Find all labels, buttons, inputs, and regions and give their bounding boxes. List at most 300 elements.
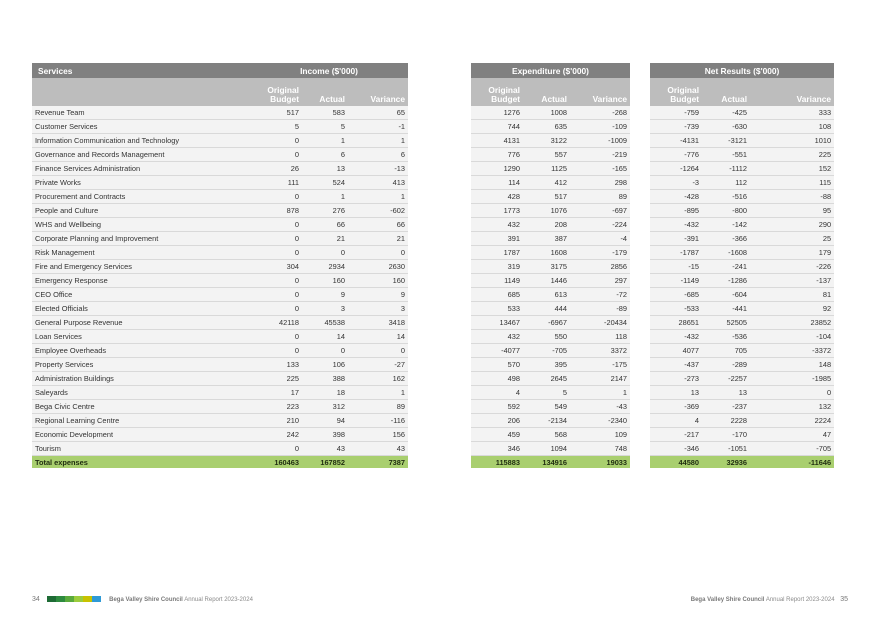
value-cell: 4077: [650, 344, 702, 358]
value-cell: -1286: [702, 274, 750, 288]
table-row: [32, 358, 834, 372]
report-title-left: Annual Report 2023-2024: [184, 597, 253, 603]
value-cell: 25: [750, 232, 834, 246]
value-cell: 66: [348, 218, 408, 232]
service-name-cell: Customer Services: [32, 120, 250, 134]
value-cell: 23852: [750, 316, 834, 330]
value-cell: -1264: [650, 162, 702, 176]
value-cell: -273: [650, 372, 702, 386]
service-name-cell: General Purpose Revenue: [32, 316, 250, 330]
value-cell: 570: [471, 358, 523, 372]
value-cell: 319: [471, 260, 523, 274]
value-cell: 304: [250, 260, 302, 274]
value-cell: 44580: [650, 456, 702, 469]
table-row: [32, 204, 834, 218]
value-cell: 1290: [471, 162, 523, 176]
value-cell: 9: [348, 288, 408, 302]
value-cell: -72: [570, 288, 630, 302]
value-cell: 705: [702, 344, 750, 358]
value-cell: 276: [302, 204, 348, 218]
expenditure-original-budget-header: Original Budget: [471, 78, 523, 106]
value-cell: 4: [471, 386, 523, 400]
value-cell: 517: [523, 190, 570, 204]
value-cell: 0: [348, 344, 408, 358]
value-cell: 428: [471, 190, 523, 204]
value-cell: 5: [250, 120, 302, 134]
service-name-cell: Revenue Team: [32, 106, 250, 120]
value-cell: 43: [348, 442, 408, 456]
service-name-cell: Tourism: [32, 442, 250, 456]
value-cell: 1: [348, 134, 408, 148]
value-cell: -217: [650, 428, 702, 442]
value-cell: -425: [702, 106, 750, 120]
value-cell: 346: [471, 442, 523, 456]
value-cell: -3: [650, 176, 702, 190]
value-cell: -1009: [570, 134, 630, 148]
sub-header-row: [32, 78, 834, 106]
value-cell: 134916: [523, 456, 570, 469]
income-variance-header: Variance: [348, 78, 408, 106]
table-row: [32, 218, 834, 232]
value-cell: -776: [650, 148, 702, 162]
value-cell: -88: [750, 190, 834, 204]
value-cell: 225: [250, 372, 302, 386]
value-cell: -369: [650, 400, 702, 414]
value-cell: 583: [302, 106, 348, 120]
value-cell: 28651: [650, 316, 702, 330]
value-cell: 498: [471, 372, 523, 386]
service-name-cell: Information Communication and Technology: [32, 134, 250, 148]
value-cell: -4: [570, 232, 630, 246]
service-name-cell: People and Culture: [32, 204, 250, 218]
value-cell: 111: [250, 176, 302, 190]
value-cell: 47: [750, 428, 834, 442]
value-cell: 388: [302, 372, 348, 386]
value-cell: 118: [570, 330, 630, 344]
value-cell: 592: [471, 400, 523, 414]
value-cell: 17: [250, 386, 302, 400]
value-cell: 14: [302, 330, 348, 344]
value-cell: -551: [702, 148, 750, 162]
value-cell: 1125: [523, 162, 570, 176]
brand-swatch: [74, 596, 83, 602]
value-cell: 312: [302, 400, 348, 414]
value-cell: -2340: [570, 414, 630, 428]
service-name-cell: Governance and Records Management: [32, 148, 250, 162]
value-cell: 1787: [471, 246, 523, 260]
value-cell: 517: [250, 106, 302, 120]
value-cell: -237: [702, 400, 750, 414]
table-row: [32, 176, 834, 190]
value-cell: -759: [650, 106, 702, 120]
value-cell: -1608: [702, 246, 750, 260]
value-cell: -428: [650, 190, 702, 204]
table-row: [32, 428, 834, 442]
value-cell: 179: [750, 246, 834, 260]
page-number-left: 34: [32, 596, 40, 603]
value-cell: 432: [471, 330, 523, 344]
value-cell: -15: [650, 260, 702, 274]
value-cell: 0: [750, 386, 834, 400]
value-cell: 43: [302, 442, 348, 456]
value-cell: 748: [570, 442, 630, 456]
value-cell: -175: [570, 358, 630, 372]
value-cell: 132: [750, 400, 834, 414]
value-cell: 557: [523, 148, 570, 162]
value-cell: -11646: [750, 456, 834, 469]
value-cell: 0: [250, 344, 302, 358]
group-header-row: [32, 63, 834, 78]
brand-swatch: [92, 596, 101, 602]
table-row: [32, 316, 834, 330]
value-cell: 1: [302, 190, 348, 204]
value-cell: 223: [250, 400, 302, 414]
value-cell: -116: [348, 414, 408, 428]
brand-color-bar: [47, 596, 101, 602]
table-row: [32, 400, 834, 414]
value-cell: 3418: [348, 316, 408, 330]
value-cell: 744: [471, 120, 523, 134]
service-name-cell: Finance Services Administration: [32, 162, 250, 176]
value-cell: -366: [702, 232, 750, 246]
value-cell: -1985: [750, 372, 834, 386]
value-cell: 3: [302, 302, 348, 316]
value-cell: 2934: [302, 260, 348, 274]
service-name-cell: Saleyards: [32, 386, 250, 400]
expenditure-variance-header: Variance: [570, 78, 630, 106]
council-name-left: Bega Valley Shire Council: [109, 597, 183, 603]
value-cell: 210: [250, 414, 302, 428]
value-cell: -391: [650, 232, 702, 246]
value-cell: 1: [348, 190, 408, 204]
table-row: [32, 120, 834, 134]
value-cell: 167852: [302, 456, 348, 469]
value-cell: -2257: [702, 372, 750, 386]
table-row: [32, 106, 834, 120]
value-cell: 2224: [750, 414, 834, 428]
value-cell: 112: [702, 176, 750, 190]
service-name-cell: Emergency Response: [32, 274, 250, 288]
council-name-right: Bega Valley Shire Council: [690, 597, 765, 603]
page-number-right: 35: [840, 596, 848, 603]
value-cell: -441: [702, 302, 750, 316]
value-cell: -43: [570, 400, 630, 414]
service-name-cell: Corporate Planning and Improvement: [32, 232, 250, 246]
value-cell: -1051: [702, 442, 750, 456]
service-name-cell: Regional Learning Centre: [32, 414, 250, 428]
service-name-cell: CEO Office: [32, 288, 250, 302]
value-cell: 162: [348, 372, 408, 386]
value-cell: -697: [570, 204, 630, 218]
value-cell: 290: [750, 218, 834, 232]
value-cell: 0: [250, 302, 302, 316]
value-cell: 160463: [250, 456, 302, 469]
value-cell: 225: [750, 148, 834, 162]
value-cell: 2856: [570, 260, 630, 274]
value-cell: 459: [471, 428, 523, 442]
expenditure-header: Expenditure ($'000): [471, 63, 630, 78]
table-row: [32, 232, 834, 246]
value-cell: 52505: [702, 316, 750, 330]
value-cell: 0: [250, 246, 302, 260]
value-cell: 6: [348, 148, 408, 162]
value-cell: 2147: [570, 372, 630, 386]
value-cell: 0: [250, 232, 302, 246]
value-cell: 4: [650, 414, 702, 428]
value-cell: 26: [250, 162, 302, 176]
value-cell: 0: [250, 442, 302, 456]
value-cell: 3: [348, 302, 408, 316]
service-name-cell: Property Services: [32, 358, 250, 372]
income-original-budget-header: Original Budget: [250, 78, 302, 106]
value-cell: 395: [523, 358, 570, 372]
value-cell: -224: [570, 218, 630, 232]
value-cell: 3122: [523, 134, 570, 148]
value-cell: -13: [348, 162, 408, 176]
report-title-right: Annual Report 2023-2024: [765, 597, 835, 603]
table-row: [32, 274, 834, 288]
value-cell: 148: [750, 358, 834, 372]
table-row: [32, 372, 834, 386]
value-cell: 13467: [471, 316, 523, 330]
value-cell: 1: [302, 134, 348, 148]
value-cell: 1446: [523, 274, 570, 288]
value-cell: 81: [750, 288, 834, 302]
financial-results-table: [32, 63, 834, 468]
value-cell: -685: [650, 288, 702, 302]
value-cell: 412: [523, 176, 570, 190]
value-cell: -226: [750, 260, 834, 274]
value-cell: 45538: [302, 316, 348, 330]
value-cell: -27: [348, 358, 408, 372]
value-cell: 9: [302, 288, 348, 302]
value-cell: 387: [523, 232, 570, 246]
value-cell: 115: [750, 176, 834, 190]
value-cell: -536: [702, 330, 750, 344]
value-cell: 0: [250, 274, 302, 288]
value-cell: -104: [750, 330, 834, 344]
value-cell: -630: [702, 120, 750, 134]
brand-swatch: [47, 596, 56, 602]
value-cell: 19033: [570, 456, 630, 469]
service-name-cell: WHS and Wellbeing: [32, 218, 250, 232]
value-cell: -165: [570, 162, 630, 176]
value-cell: 89: [570, 190, 630, 204]
income-actual-header: Actual: [302, 78, 348, 106]
value-cell: 524: [302, 176, 348, 190]
value-cell: -219: [570, 148, 630, 162]
value-cell: 13: [702, 386, 750, 400]
value-cell: 1094: [523, 442, 570, 456]
brand-swatch: [65, 596, 74, 602]
value-cell: 398: [302, 428, 348, 442]
value-cell: 89: [348, 400, 408, 414]
value-cell: 114: [471, 176, 523, 190]
value-cell: 208: [523, 218, 570, 232]
service-name-cell: Elected Officials: [32, 302, 250, 316]
value-cell: -1149: [650, 274, 702, 288]
value-cell: 413: [348, 176, 408, 190]
value-cell: -1787: [650, 246, 702, 260]
service-name-cell: Fire and Emergency Services: [32, 260, 250, 274]
value-cell: 1149: [471, 274, 523, 288]
value-cell: 533: [471, 302, 523, 316]
value-cell: 66: [302, 218, 348, 232]
value-cell: -705: [750, 442, 834, 456]
value-cell: 0: [250, 288, 302, 302]
table-row: [32, 386, 834, 400]
value-cell: 685: [471, 288, 523, 302]
value-cell: 160: [302, 274, 348, 288]
value-cell: 160: [348, 274, 408, 288]
table-row: [32, 442, 834, 456]
value-cell: 1773: [471, 204, 523, 218]
value-cell: -3372: [750, 344, 834, 358]
value-cell: 0: [250, 218, 302, 232]
table-row: [32, 190, 834, 204]
service-name-cell: Risk Management: [32, 246, 250, 260]
brand-swatch: [83, 596, 92, 602]
value-cell: 1276: [471, 106, 523, 120]
service-name-cell: Loan Services: [32, 330, 250, 344]
net-results-header: Net Results ($'000): [650, 63, 834, 78]
value-cell: 4131: [471, 134, 523, 148]
value-cell: 1076: [523, 204, 570, 218]
net-actual-header: Actual: [702, 78, 750, 106]
value-cell: 444: [523, 302, 570, 316]
table-row: [32, 414, 834, 428]
value-cell: 0: [302, 246, 348, 260]
value-cell: 21: [302, 232, 348, 246]
brand-swatch: [56, 596, 65, 602]
value-cell: -6967: [523, 316, 570, 330]
value-cell: -516: [702, 190, 750, 204]
value-cell: 0: [302, 344, 348, 358]
service-name-cell: Total expenses: [32, 456, 250, 469]
value-cell: -268: [570, 106, 630, 120]
value-cell: -4131: [650, 134, 702, 148]
value-cell: 108: [750, 120, 834, 134]
value-cell: 156: [348, 428, 408, 442]
expenditure-actual-header: Actual: [523, 78, 570, 106]
income-header: Income ($'000): [250, 63, 408, 78]
value-cell: 0: [348, 246, 408, 260]
value-cell: -437: [650, 358, 702, 372]
value-cell: -800: [702, 204, 750, 218]
value-cell: 568: [523, 428, 570, 442]
value-cell: 3175: [523, 260, 570, 274]
value-cell: 391: [471, 232, 523, 246]
value-cell: 32936: [702, 456, 750, 469]
value-cell: -170: [702, 428, 750, 442]
value-cell: -346: [650, 442, 702, 456]
value-cell: 2645: [523, 372, 570, 386]
value-cell: 18: [302, 386, 348, 400]
value-cell: 549: [523, 400, 570, 414]
table-row: [32, 330, 834, 344]
value-cell: 65: [348, 106, 408, 120]
value-cell: -109: [570, 120, 630, 134]
value-cell: 21: [348, 232, 408, 246]
value-cell: 3372: [570, 344, 630, 358]
value-cell: 613: [523, 288, 570, 302]
value-cell: 1: [570, 386, 630, 400]
value-cell: 1010: [750, 134, 834, 148]
value-cell: 92: [750, 302, 834, 316]
value-cell: -602: [348, 204, 408, 218]
value-cell: 106: [302, 358, 348, 372]
service-name-cell: Employee Overheads: [32, 344, 250, 358]
net-variance-header: Variance: [750, 78, 834, 106]
value-cell: 115883: [471, 456, 523, 469]
value-cell: -3121: [702, 134, 750, 148]
value-cell: -142: [702, 218, 750, 232]
total-row: [32, 456, 834, 469]
value-cell: 635: [523, 120, 570, 134]
value-cell: 152: [750, 162, 834, 176]
value-cell: 133: [250, 358, 302, 372]
value-cell: -4077: [471, 344, 523, 358]
table-row: [32, 246, 834, 260]
value-cell: -241: [702, 260, 750, 274]
value-cell: 14: [348, 330, 408, 344]
value-cell: 94: [302, 414, 348, 428]
value-cell: 109: [570, 428, 630, 442]
value-cell: 1: [348, 386, 408, 400]
value-cell: -179: [570, 246, 630, 260]
value-cell: 1008: [523, 106, 570, 120]
value-cell: -137: [750, 274, 834, 288]
value-cell: 432: [471, 218, 523, 232]
value-cell: -432: [650, 330, 702, 344]
value-cell: -432: [650, 218, 702, 232]
service-name-cell: Private Works: [32, 176, 250, 190]
value-cell: -705: [523, 344, 570, 358]
value-cell: -20434: [570, 316, 630, 330]
service-name-cell: Bega Civic Centre: [32, 400, 250, 414]
value-cell: 42118: [250, 316, 302, 330]
service-name-cell: Procurement and Contracts: [32, 190, 250, 204]
value-cell: 297: [570, 274, 630, 288]
value-cell: -1112: [702, 162, 750, 176]
table-row: [32, 162, 834, 176]
value-cell: 242: [250, 428, 302, 442]
value-cell: 13: [302, 162, 348, 176]
value-cell: 0: [250, 148, 302, 162]
value-cell: 1608: [523, 246, 570, 260]
value-cell: 0: [250, 330, 302, 344]
value-cell: 550: [523, 330, 570, 344]
net-original-budget-header: Original Budget: [650, 78, 702, 106]
value-cell: -895: [650, 204, 702, 218]
value-cell: 206: [471, 414, 523, 428]
table-row: [32, 134, 834, 148]
value-cell: -2134: [523, 414, 570, 428]
value-cell: 6: [302, 148, 348, 162]
value-cell: 13: [650, 386, 702, 400]
table-row: [32, 260, 834, 274]
services-header: Services: [32, 63, 250, 78]
value-cell: 2228: [702, 414, 750, 428]
value-cell: 5: [523, 386, 570, 400]
value-cell: 7387: [348, 456, 408, 469]
value-cell: 878: [250, 204, 302, 218]
value-cell: -739: [650, 120, 702, 134]
value-cell: 0: [250, 134, 302, 148]
value-cell: 0: [250, 190, 302, 204]
value-cell: 5: [302, 120, 348, 134]
table-row: [32, 344, 834, 358]
